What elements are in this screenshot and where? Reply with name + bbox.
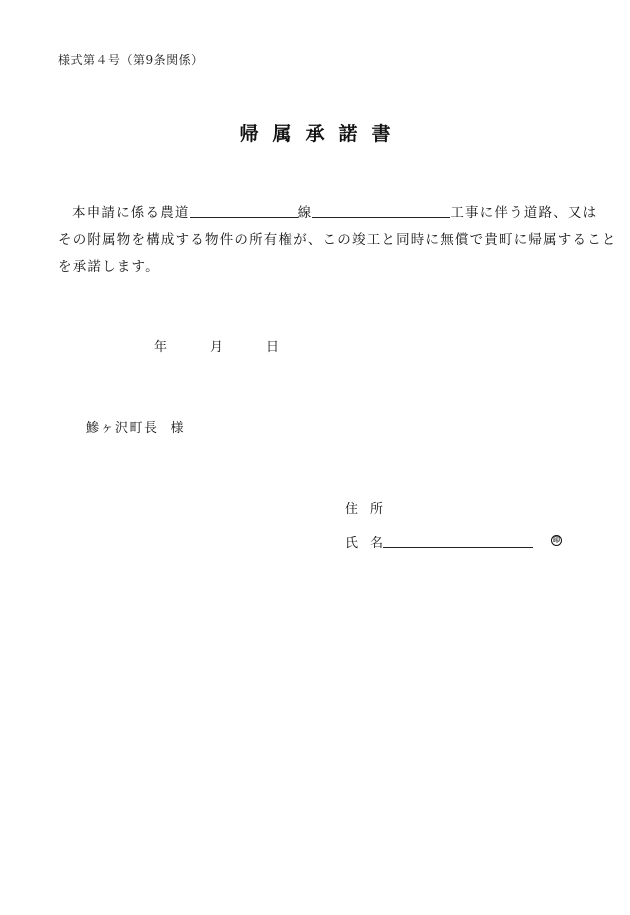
statement-text-after-line: 工事に伴う道路、又は — [450, 205, 598, 221]
date-day-label: 日 — [266, 340, 280, 355]
date-year-label: 年 — [154, 340, 168, 355]
road-name-blank — [190, 203, 298, 218]
addressee — [86, 417, 185, 436]
applicant-name-blank — [383, 534, 533, 548]
statement-line-3: を承諾します。 — [58, 259, 160, 275]
addressee-honorific: 様 — [170, 421, 186, 436]
consent-statement — [58, 200, 617, 281]
seal-icon: 印 — [553, 536, 560, 544]
applicant-address-label: 住所 — [345, 502, 396, 517]
applicant-name-label: 氏名 — [345, 536, 396, 551]
date-month-label: 月 — [210, 340, 224, 355]
date-row — [154, 336, 279, 355]
applicant-name-row — [345, 532, 533, 551]
statement-line-2: その附属物を構成する物件の所有権が、この竣工と同時に無償で貴町に帰属すること — [58, 232, 617, 248]
document-title: 帰属承諾書 — [239, 123, 405, 145]
addressee-name: 鰺ヶ沢町長 — [86, 421, 159, 436]
statement-line-1 — [58, 200, 598, 227]
line-name-blank — [312, 203, 450, 218]
statement-text-before-road: 本申請に係る農道 — [72, 205, 190, 221]
form-number: 様式第４号（第9条関係） — [58, 53, 204, 67]
statement-text-line-suffix: 線 — [297, 205, 313, 221]
